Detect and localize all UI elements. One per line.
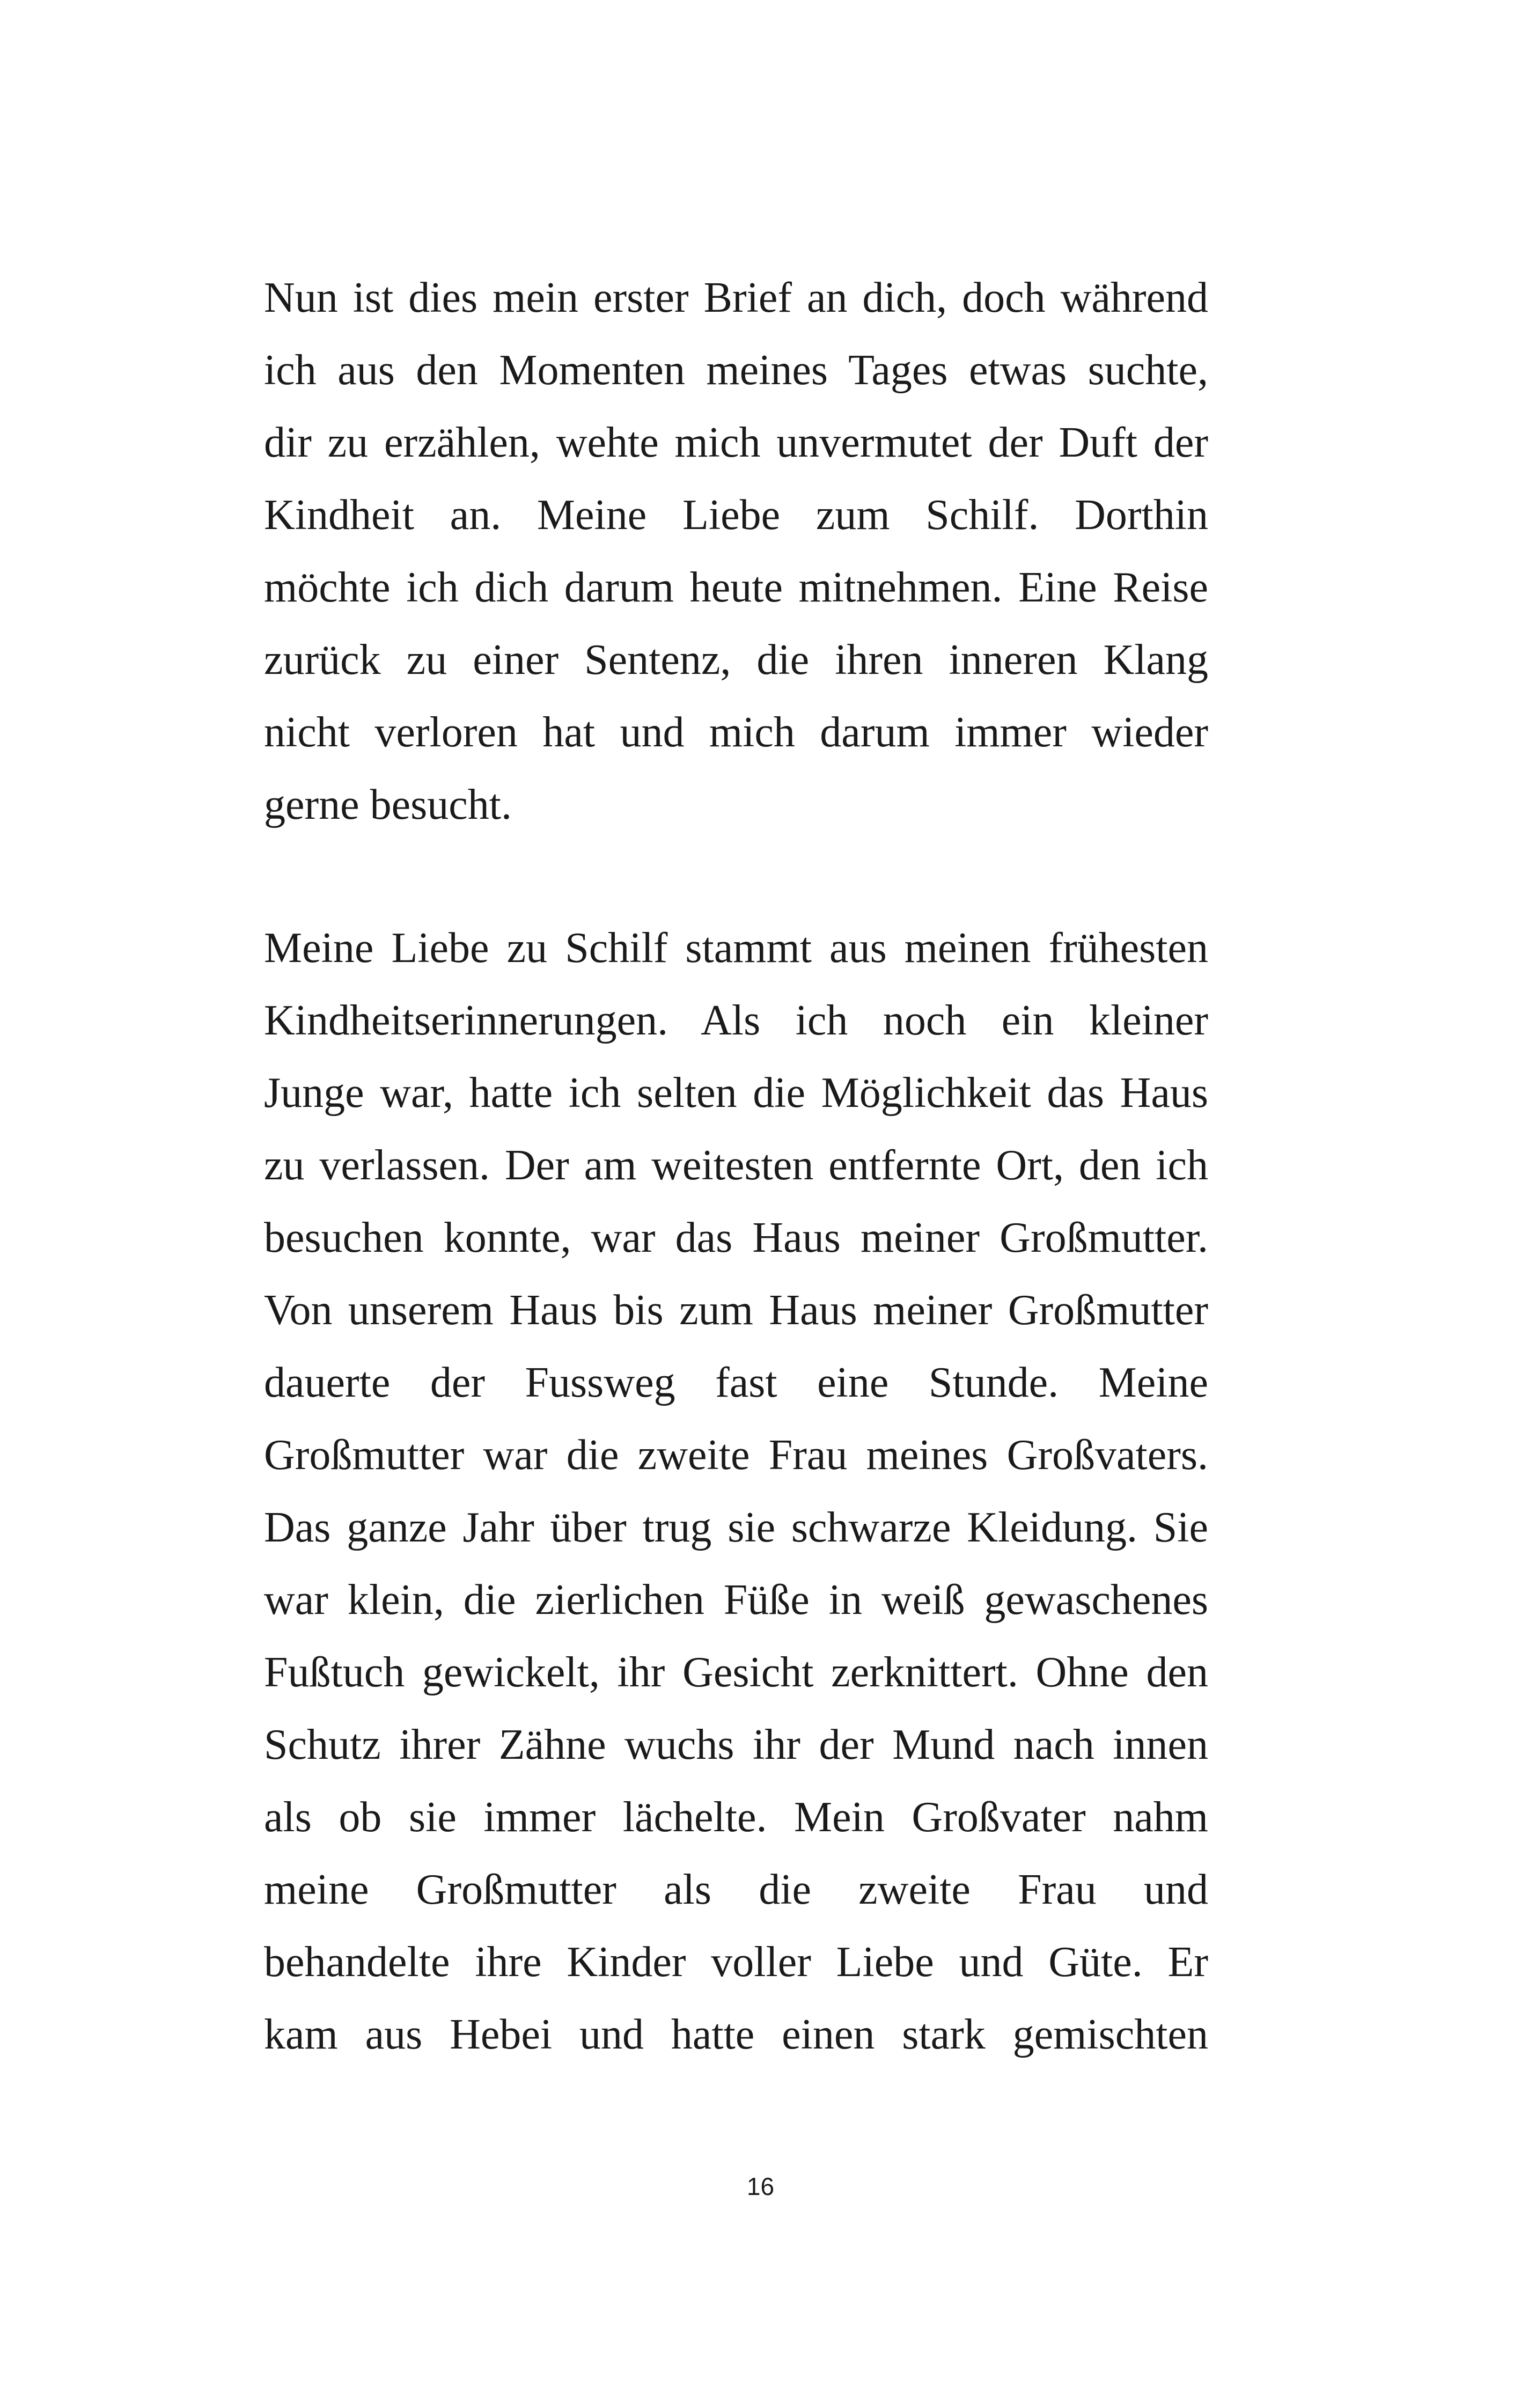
text-line: als ob sie immer lächelte. Mein Großvater nahm [264, 1794, 1208, 1841]
text-line: Kindheit an. Meine Liebe zum Schilf. Dorthin [264, 491, 1208, 539]
text-line: Schutz ihrer Zähne wuchs ihr der Mund nach innen [264, 1721, 1208, 1768]
text-line: zurück zu einer Sentenz, die ihren inneren Klang [264, 636, 1208, 684]
text-line: nicht verloren hat und mich darum immer wieder [264, 709, 1208, 756]
text-line: Von unserem Haus bis zum Haus meiner Großmutter [264, 1287, 1208, 1334]
text-line: zu verlassen. Der am weitesten entfernte Ort, den ich [264, 1142, 1208, 1189]
text-line: Meine Liebe zu Schilf stammt aus meinen frühesten [264, 924, 1208, 972]
text-line: war klein, die zierlichen Füße in weiß gewaschenes [264, 1576, 1208, 1624]
text-line: Junge war, hatte ich selten die Möglichkeit das Haus [264, 1069, 1208, 1117]
text-line: dauerte der Fussweg fast eine Stunde. Meine [264, 1359, 1208, 1406]
text-line: Nun ist dies mein erster Brief an dich, doch während [264, 274, 1208, 321]
text-line: Das ganze Jahr über trug sie schwarze Kleidung. Sie [264, 1504, 1208, 1551]
text-line: Großmutter war die zweite Frau meines Großvaters. [264, 1431, 1208, 1479]
paragraph-2 [264, 912, 1208, 2071]
page-number: 16 [746, 2172, 775, 2200]
text-line: meine Großmutter als die zweite Frau und [264, 1866, 1208, 1913]
text-line: gerne besucht. [264, 781, 512, 828]
text-line: kam aus Hebei und hatte einen stark gemischten [264, 2011, 1208, 2058]
text-line: möchte ich dich darum heute mitnehmen. Eine Reise [264, 564, 1208, 611]
text-line: besuchen konnte, war das Haus meiner Großmutter. [264, 1214, 1208, 1261]
text-line: Kindheitserinnerungen. Als ich noch ein kleiner [264, 997, 1208, 1044]
text-line: Fußtuch gewickelt, ihr Gesicht zerknittert. Ohne den [264, 1649, 1208, 1696]
text-line: ich aus den Momenten meines Tages etwas suchte, [264, 347, 1208, 394]
paragraph-1 [264, 262, 1208, 841]
text-line: dir zu erzählen, wehte mich unvermutet der Duft der [264, 419, 1208, 466]
text-line: behandelte ihre Kinder voller Liebe und Güte. Er [264, 1939, 1208, 1986]
